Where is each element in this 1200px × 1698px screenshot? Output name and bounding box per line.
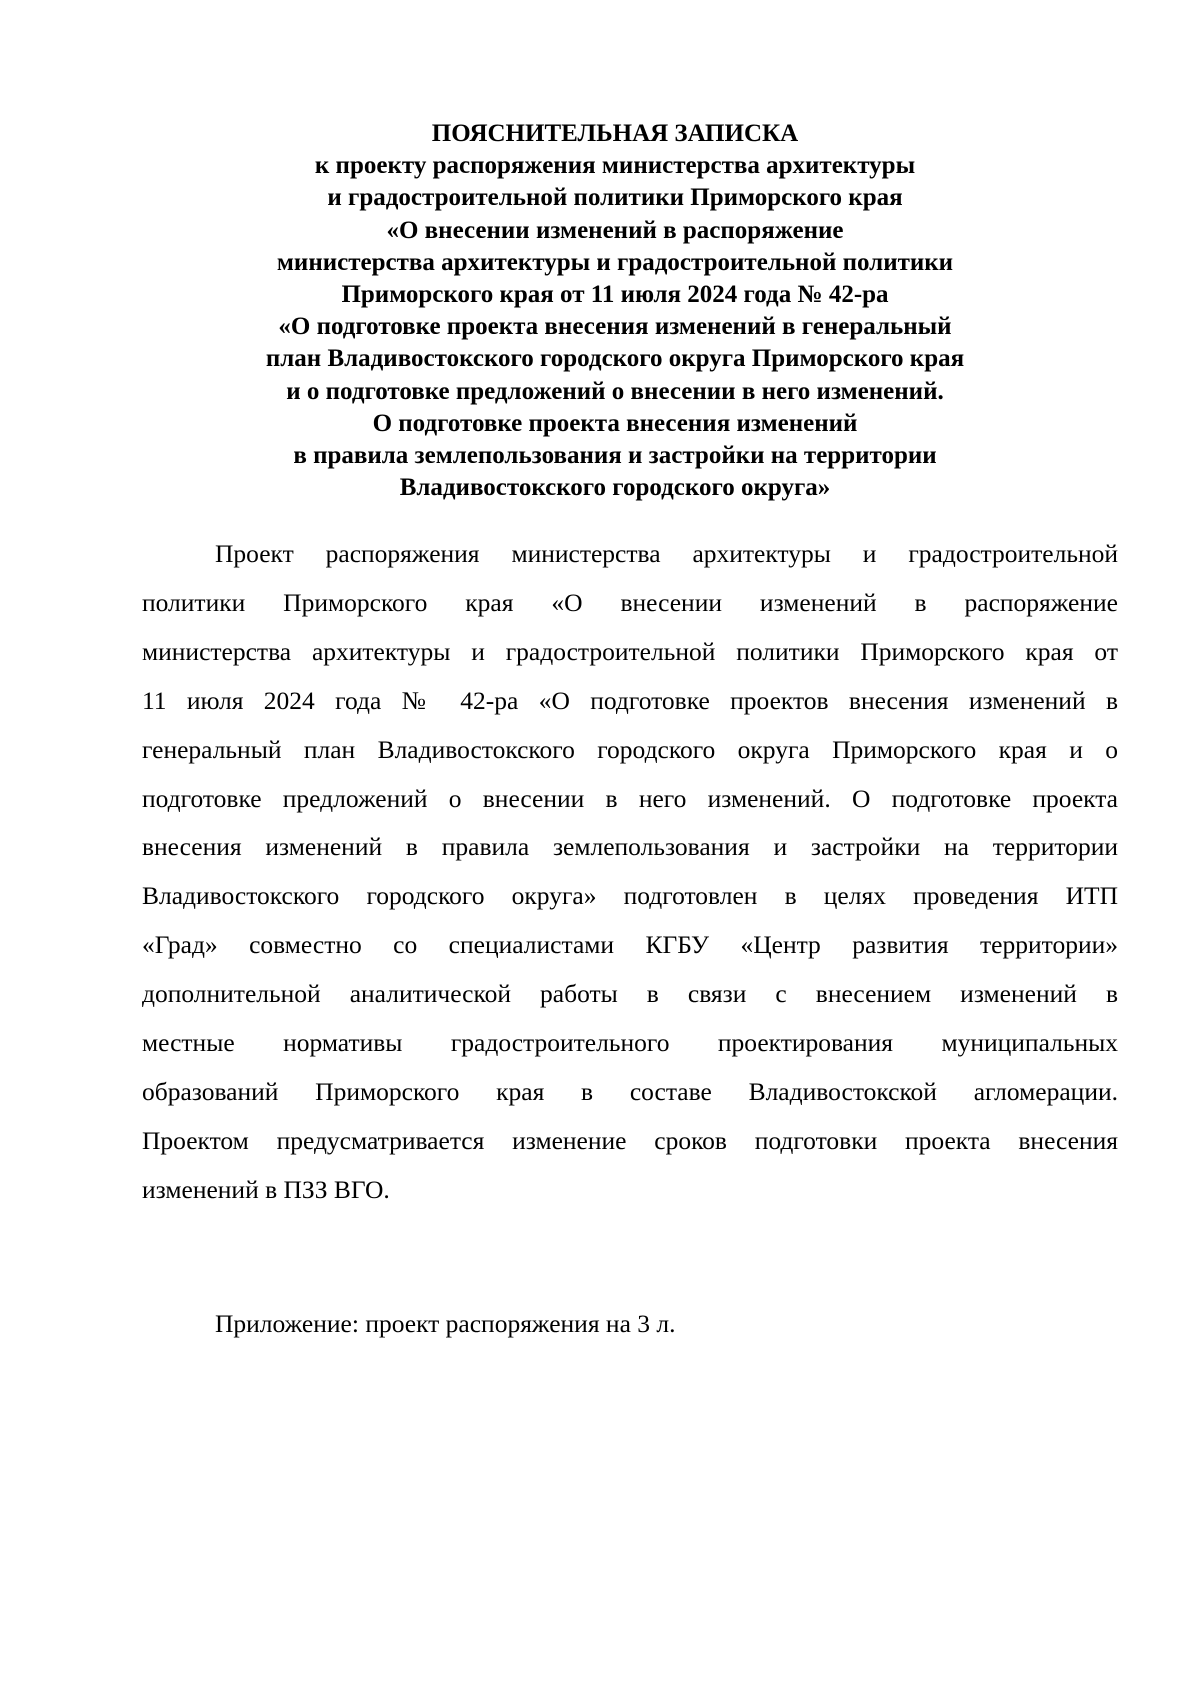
body-line: «Град» совместно со специалистами КГБУ «Центр развития территории» (142, 930, 1118, 960)
title-line: министерства архитектуры и градостроительной политики (276, 248, 954, 276)
body-line: подготовке предложений о внесении в него изменений. О подготовке проекта (142, 783, 1118, 813)
body-paragraph (142, 530, 1118, 1215)
title-line: в правила землепользования и застройки на территории (293, 442, 937, 470)
body-line: образований Приморского края в составе Владивостокской агломерации. (142, 1076, 1118, 1106)
body-line: генеральный план Владивостокского городского округа Приморского края и о (142, 734, 1118, 764)
title-line: Приморского края от 11 июля 2024 года № 42-ра (341, 281, 889, 309)
body-line: дополнительной аналитической работы в связи с внесением изменений в (142, 979, 1118, 1009)
title-line: «О подготовке проекта внесения изменений в генеральный (278, 313, 952, 341)
body-line: Проектом предусматривается изменение сроков подготовки проекта внесения (142, 1125, 1118, 1155)
appendix-note: Приложение: проект распоряжения на 3 л. (215, 1309, 676, 1338)
title-line: «О внесении изменений в распоряжение (386, 216, 844, 244)
title-line: и градостроительной политики Приморского края (327, 184, 903, 212)
body-line: изменений в ПЗЗ ВГО. (142, 1174, 390, 1204)
title-line: Владивостокского городского округа» (399, 474, 831, 502)
body-line: внесения изменений в правила землепользования и застройки на территории (142, 832, 1118, 862)
body-line: министерства архитектуры и градостроительной политики Приморского края от (142, 636, 1118, 666)
title-line: к проекту распоряжения министерства архитектуры (314, 152, 916, 180)
body-line: 11 июля 2024 года № 42-ра «О подготовке проектов внесения изменений в (142, 685, 1118, 715)
document-title (140, 118, 1090, 504)
title-line: план Владивостокского городского округа Приморского края (265, 345, 965, 373)
body-line: местные нормативы градостроительного проектирования муниципальных (142, 1028, 1118, 1058)
title-line: и о подготовке предложений о внесении в него изменений. (286, 377, 944, 405)
title-heading: ПОЯСНИТЕЛЬНАЯ ЗАПИСКА (431, 120, 799, 147)
body-line: Проект распоряжения министерства архитектуры и градостроительной (215, 539, 1118, 568)
body-line: политики Приморского края «О внесении изменений в распоряжение (142, 587, 1118, 617)
body-line: Владивостокского городского округа» подготовлен в целях проведения ИТП (142, 881, 1118, 911)
title-line: О подготовке проекта внесения изменений (372, 409, 858, 437)
